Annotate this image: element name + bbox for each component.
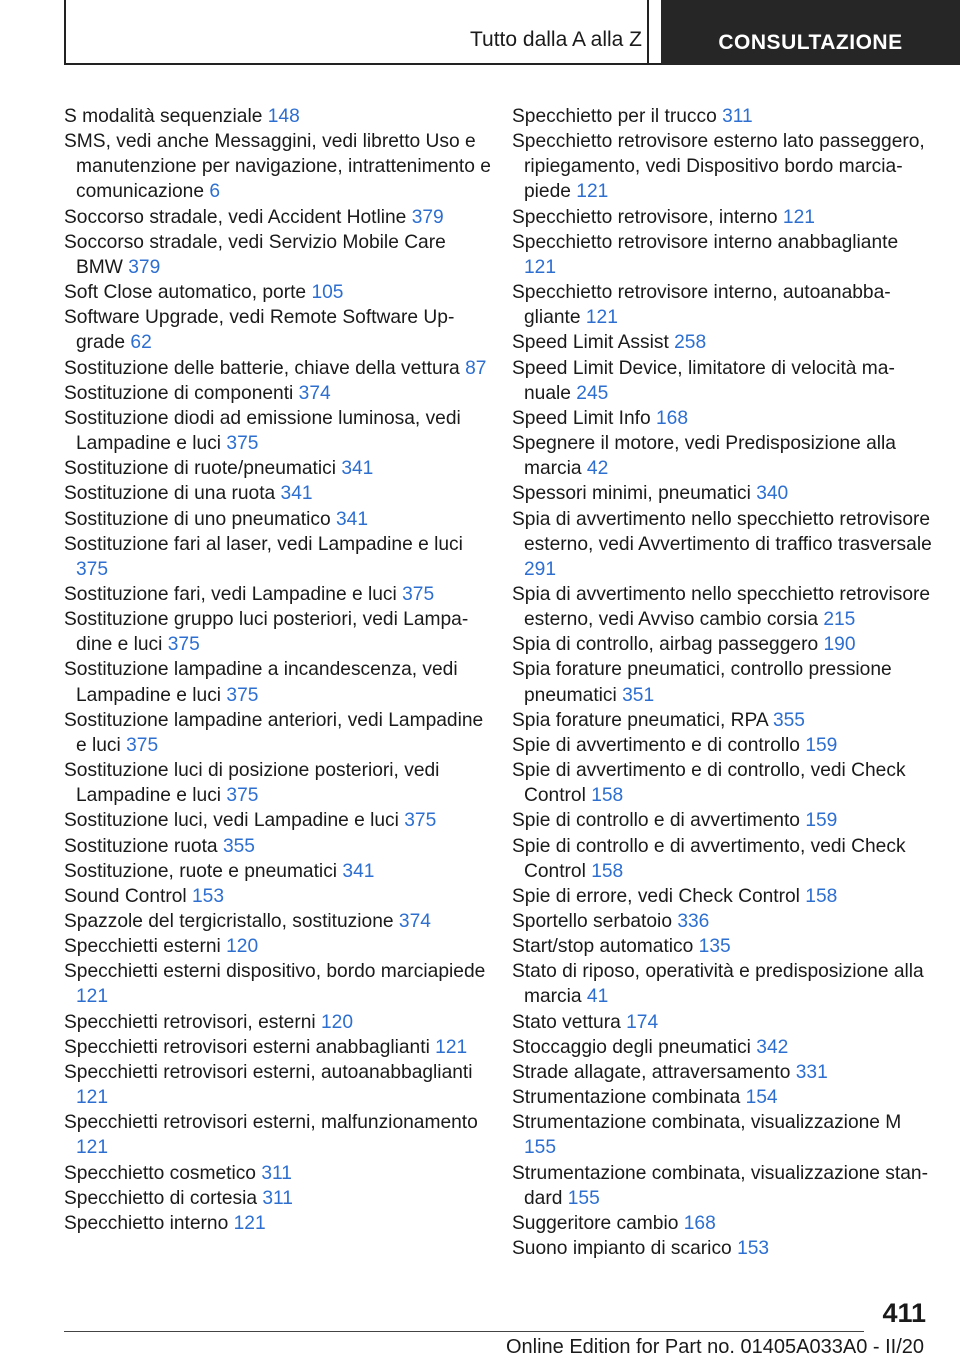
entry-term: Specchietto interno: [64, 1212, 229, 1234]
index-entry: [64, 205, 494, 230]
entry-term: Spia di controllo, airbag passeggero: [512, 634, 819, 656]
index-entry: [512, 1211, 932, 1236]
page-reference-link[interactable]: 379: [411, 206, 444, 228]
index-entry: [512, 1060, 932, 1085]
index-entry: [64, 808, 494, 833]
index-entry: [512, 1110, 932, 1160]
page-reference-link[interactable]: 121: [782, 206, 815, 228]
index-entry: [64, 1186, 494, 1211]
index-entry: [512, 356, 932, 406]
page-reference-link[interactable]: 342: [756, 1036, 789, 1058]
index-entry: [64, 884, 494, 909]
index-entry: [64, 356, 494, 381]
index-entry: [512, 657, 932, 707]
entry-term: Spia di avvertimento nello specchietto retrovisore esterno, vedi Avvertimento di traffico trasversale: [512, 508, 932, 555]
page-reference-link[interactable]: 351: [622, 684, 655, 706]
index-entry: [64, 582, 494, 607]
page-reference-link[interactable]: 340: [756, 483, 789, 505]
index-entry: [512, 1236, 932, 1261]
index-entry: [64, 657, 494, 707]
index-entry: [512, 280, 932, 330]
entry-term: Stoccaggio degli pneumatici: [512, 1036, 751, 1058]
entry-term: Sostituzione luci, vedi Lampadine e luci: [64, 810, 399, 832]
entry-term: Sportello serbatoio: [512, 911, 672, 932]
index-entry: [512, 104, 932, 129]
page-reference-link[interactable]: 311: [261, 1162, 292, 1184]
index-entry: [64, 532, 494, 582]
entry-term: Sound Control: [64, 885, 187, 907]
page-reference-link[interactable]: 355: [222, 835, 255, 857]
entry-term: Specchietto cosmetico: [64, 1162, 256, 1184]
page-reference-link[interactable]: 105: [311, 282, 344, 304]
page-reference-link[interactable]: 375: [226, 785, 259, 807]
entry-term: Sostituzione gruppo luci posteriori, vedi Lampadine e luci: [64, 609, 469, 656]
page-reference-link[interactable]: 379: [128, 256, 161, 278]
entry-term: Speed Limit Assist: [512, 332, 669, 354]
footer-rule: [64, 1331, 864, 1332]
entry-term: Specchietti retrovisori, esterni: [64, 1011, 316, 1033]
page-reference-link[interactable]: 121: [585, 307, 618, 329]
page-reference-link[interactable]: 87: [465, 357, 487, 379]
page-reference-link[interactable]: 311: [262, 1187, 293, 1209]
page-reference-link[interactable]: 121: [76, 1087, 109, 1109]
page-reference-link[interactable]: 148: [267, 106, 300, 127]
entry-term: Strumentazione combinata: [512, 1087, 741, 1109]
index-entry: [512, 632, 932, 657]
index-entry: [64, 381, 494, 406]
chapter-label: CONSULTAZIONE: [718, 31, 903, 54]
entry-term: Spia di avvertimento nello specchietto retrovisore esterno, vedi Avviso cambio corsia: [512, 583, 931, 631]
header-rule-left: [64, 0, 66, 64]
entry-term: Specchietti retrovisori esterni, malfunzionamento: [64, 1112, 478, 1134]
index-entry: [64, 129, 494, 204]
section-title: Tutto dalla A alla Z: [470, 28, 642, 51]
index-entry: [64, 1060, 494, 1110]
page-reference-link[interactable]: 331: [795, 1061, 828, 1083]
index-entry: [512, 1085, 932, 1110]
page-reference-link[interactable]: 155: [567, 1187, 600, 1209]
page-reference-link[interactable]: 245: [576, 382, 609, 404]
page-reference-link[interactable]: 154: [745, 1087, 778, 1109]
index-entry: [512, 205, 932, 230]
entry-term: Spie di avvertimento e di controllo, vedi Check Control: [512, 760, 906, 807]
index-entry: [64, 456, 494, 481]
page-reference-link[interactable]: 336: [677, 911, 710, 932]
entry-term: Stato vettura: [512, 1011, 621, 1033]
entry-term: Spie di errore, vedi Check Control: [512, 885, 800, 907]
entry-term: Specchietti esterni dispositivo, bordo marciapiede: [64, 961, 486, 983]
page-reference-link[interactable]: 374: [398, 911, 431, 932]
index-entry: [64, 1211, 494, 1236]
page-reference-link[interactable]: 121: [76, 1137, 109, 1159]
page-reference-link[interactable]: 6: [209, 181, 221, 203]
index-entry: [64, 305, 494, 355]
page-reference-link[interactable]: 62: [130, 332, 152, 354]
index-entry: [512, 406, 932, 431]
index-entry: [64, 1010, 494, 1035]
index-entry: [64, 1110, 494, 1160]
entry-term: Sostituzione di ruote/pneumatici: [64, 458, 336, 480]
index-column-left: [64, 104, 494, 1236]
index-entry: [512, 733, 932, 758]
page-reference-link[interactable]: 375: [402, 583, 435, 605]
entry-term: Software Upgrade, vedi Remote Software Upgrade: [64, 307, 455, 354]
index-entry: [512, 481, 932, 506]
entry-term: Specchietti retrovisori esterni, autoanabbaglianti: [64, 1061, 473, 1083]
entry-term: Soccorso stradale, vedi Accident Hotline: [64, 206, 407, 228]
entry-term: Sostituzione di una ruota: [64, 483, 276, 505]
page-reference-link[interactable]: 375: [76, 558, 109, 580]
page-reference-link[interactable]: 135: [698, 936, 731, 958]
page-reference-link[interactable]: 375: [126, 734, 159, 756]
page-reference-link[interactable]: 121: [435, 1036, 468, 1058]
entry-term: Spia forature pneumatici, controllo pressione pneumatici: [512, 659, 892, 706]
index-entry: [64, 104, 494, 129]
index-column-right: [512, 104, 932, 1261]
page-reference-link[interactable]: 121: [576, 181, 609, 203]
index-entry: [512, 1161, 932, 1211]
index-entry: [512, 808, 932, 833]
page-reference-link[interactable]: 120: [226, 936, 259, 958]
index-entry: [64, 1035, 494, 1060]
index-entry: [64, 909, 494, 934]
index-entry: [512, 959, 932, 1009]
index-entry: [64, 934, 494, 959]
entry-term: Soccorso stradale, vedi Servizio Mobile Care BMW: [64, 231, 446, 278]
chapter-tab[interactable]: [661, 0, 960, 65]
index-entry: [512, 431, 932, 481]
page-reference-link[interactable]: 158: [591, 785, 624, 807]
entry-term: Strumentazione combinata, visualizzazione M: [512, 1112, 902, 1134]
page-reference-link[interactable]: 215: [823, 609, 856, 631]
entry-term: Sostituzione fari, vedi Lampadine e luci: [64, 583, 397, 605]
entry-term: Specchietto retrovisore, interno: [512, 206, 778, 228]
index-entry: [64, 507, 494, 532]
entry-term: Sostituzione delle batterie, chiave della vettura: [64, 357, 460, 379]
entry-term: Specchietto per il trucco: [512, 106, 717, 127]
entry-term: Spazzole del tergicristallo, sostituzione: [64, 911, 394, 932]
index-entry: [64, 834, 494, 859]
index-entry: [512, 758, 932, 808]
page-reference-link[interactable]: 168: [683, 1212, 716, 1234]
entry-term: Specchietto retrovisore interno anabbagliante: [512, 231, 899, 253]
page-reference-link[interactable]: 159: [805, 810, 838, 832]
entry-term: Spia forature pneumatici, RPA: [512, 709, 768, 731]
footer-edition: Online Edition for Part no. 01405A033A0 - II/20: [505, 1336, 924, 1358]
page-reference-link[interactable]: 121: [76, 986, 109, 1008]
entry-term: Specchietto di cortesia: [64, 1187, 258, 1209]
page-reference-link[interactable]: 168: [656, 407, 689, 429]
entry-term: Soft Close automatico, porte: [64, 282, 307, 304]
entry-term: Speed Limit Info: [512, 407, 651, 429]
index-entry: [512, 230, 932, 280]
page-reference-link[interactable]: 42: [586, 458, 609, 480]
page-reference-link[interactable]: 153: [737, 1238, 770, 1260]
page-reference-link[interactable]: 153: [192, 885, 225, 907]
index-entry: [64, 859, 494, 884]
index-entry: [512, 1010, 932, 1035]
index-entry: [512, 708, 932, 733]
page-reference-link[interactable]: 355: [772, 709, 805, 731]
index-entry: [512, 330, 932, 355]
entry-term: Suono impianto di scarico: [512, 1238, 732, 1260]
entry-term: Sostituzione diodi ad emissione luminosa, vedi Lampadine e luci: [64, 407, 461, 455]
page-reference-link[interactable]: 341: [336, 508, 369, 530]
index-entry: [64, 280, 494, 305]
entry-term: Sostituzione, ruote e pneumatici: [64, 860, 338, 882]
page-number: 411: [882, 1298, 926, 1328]
index-entry: [512, 934, 932, 959]
page-reference-link[interactable]: 341: [341, 458, 374, 480]
index-entry: [512, 1035, 932, 1060]
index-entry: [64, 481, 494, 506]
index-entry: [512, 884, 932, 909]
page-reference-link[interactable]: 375: [226, 684, 259, 706]
entry-term: S modalità sequenziale: [64, 106, 263, 127]
index-entry: [512, 909, 932, 934]
entry-term: Spie di avvertimento e di controllo: [512, 734, 800, 756]
index-entry: [512, 834, 932, 884]
entry-term: Sostituzione di uno pneumatico: [64, 508, 331, 530]
entry-term: Sostituzione lampadine anteriori, vedi Lampadine e luci: [64, 709, 484, 756]
page-reference-link[interactable]: 311: [722, 106, 753, 127]
entry-term: Spie di controllo e di avvertimento: [512, 810, 800, 832]
entry-term: Strade allagate, attraversamento: [512, 1061, 791, 1083]
entry-term: Spegnere il motore, vedi Predisposizione alla marcia: [512, 433, 896, 480]
page-reference-link[interactable]: 120: [321, 1011, 354, 1033]
page-reference-link[interactable]: 158: [805, 885, 838, 907]
index-entry: [64, 1161, 494, 1186]
index-entry: [512, 129, 932, 204]
page-reference-link[interactable]: 155: [524, 1137, 557, 1159]
page-reference-link[interactable]: 341: [280, 483, 313, 505]
entry-term: Speed Limit Device, limitatore di velocità manuale: [512, 357, 895, 404]
page-reference-link[interactable]: 341: [342, 860, 375, 882]
entry-term: Sostituzione lampadine a incandescenza, vedi Lampadine e luci: [64, 659, 458, 706]
entry-term: Specchietti esterni: [64, 936, 221, 958]
entry-term: Sostituzione luci di posizione posteriori, vedi Lampadine e luci: [64, 760, 440, 807]
page-reference-link[interactable]: 159: [805, 734, 838, 756]
entry-term: SMS, vedi anche Messaggini, vedi libretto Uso e manutenzione per navigazione, intrattenimento e comunicazione: [64, 131, 491, 203]
page-reference-link[interactable]: 121: [233, 1212, 266, 1234]
index-entry: [512, 507, 932, 582]
page-reference-link[interactable]: 375: [404, 810, 437, 832]
entry-term: Sostituzione di componenti: [64, 382, 294, 404]
entry-term: Specchietto retrovisore esterno lato passeggero, ripiegamento, vedi Dispositivo bordo marciapiede: [512, 131, 925, 203]
entry-term: Specchietti retrovisori esterni anabbaglianti: [64, 1036, 430, 1058]
entry-term: Spessori minimi, pneumatici: [512, 483, 751, 505]
page-reference-link[interactable]: 375: [226, 433, 259, 455]
page-reference-link[interactable]: 291: [524, 558, 557, 580]
entry-term: Stato di riposo, operatività e predisposizione alla marcia: [512, 961, 924, 1008]
index-entry: [64, 708, 494, 758]
page-reference-link[interactable]: 190: [823, 634, 856, 656]
index-entry: [512, 582, 932, 632]
page-reference-link[interactable]: 158: [591, 860, 624, 882]
page-reference-link[interactable]: 374: [298, 382, 331, 404]
entry-term: Sostituzione fari al laser, vedi Lampadine e luci: [64, 533, 463, 555]
entry-term: Start/stop automatico: [512, 936, 694, 958]
index-entry: [64, 758, 494, 808]
page-reference-link[interactable]: 258: [674, 332, 707, 354]
header-rule-mid: [647, 0, 649, 64]
page-reference-link[interactable]: 375: [167, 634, 200, 656]
index-entry: [64, 959, 494, 1009]
entry-term: Strumentazione combinata, visualizzazione standard: [512, 1162, 928, 1209]
page-reference-link[interactable]: 41: [586, 986, 609, 1008]
page-reference-link[interactable]: 174: [626, 1011, 659, 1033]
entry-term: Suggeritore cambio: [512, 1212, 679, 1234]
header-rule-bottom: [64, 63, 662, 65]
entry-term: Specchietto retrovisore interno, autoanabbagliante: [512, 282, 891, 329]
index-entry: [64, 607, 494, 657]
entry-term: Sostituzione ruota: [64, 835, 218, 857]
entry-term: Spie di controllo e di avvertimento, vedi Check Control: [512, 835, 906, 882]
page-reference-link[interactable]: 121: [524, 256, 557, 278]
index-entry: [64, 406, 494, 456]
index-entry: [64, 230, 494, 280]
